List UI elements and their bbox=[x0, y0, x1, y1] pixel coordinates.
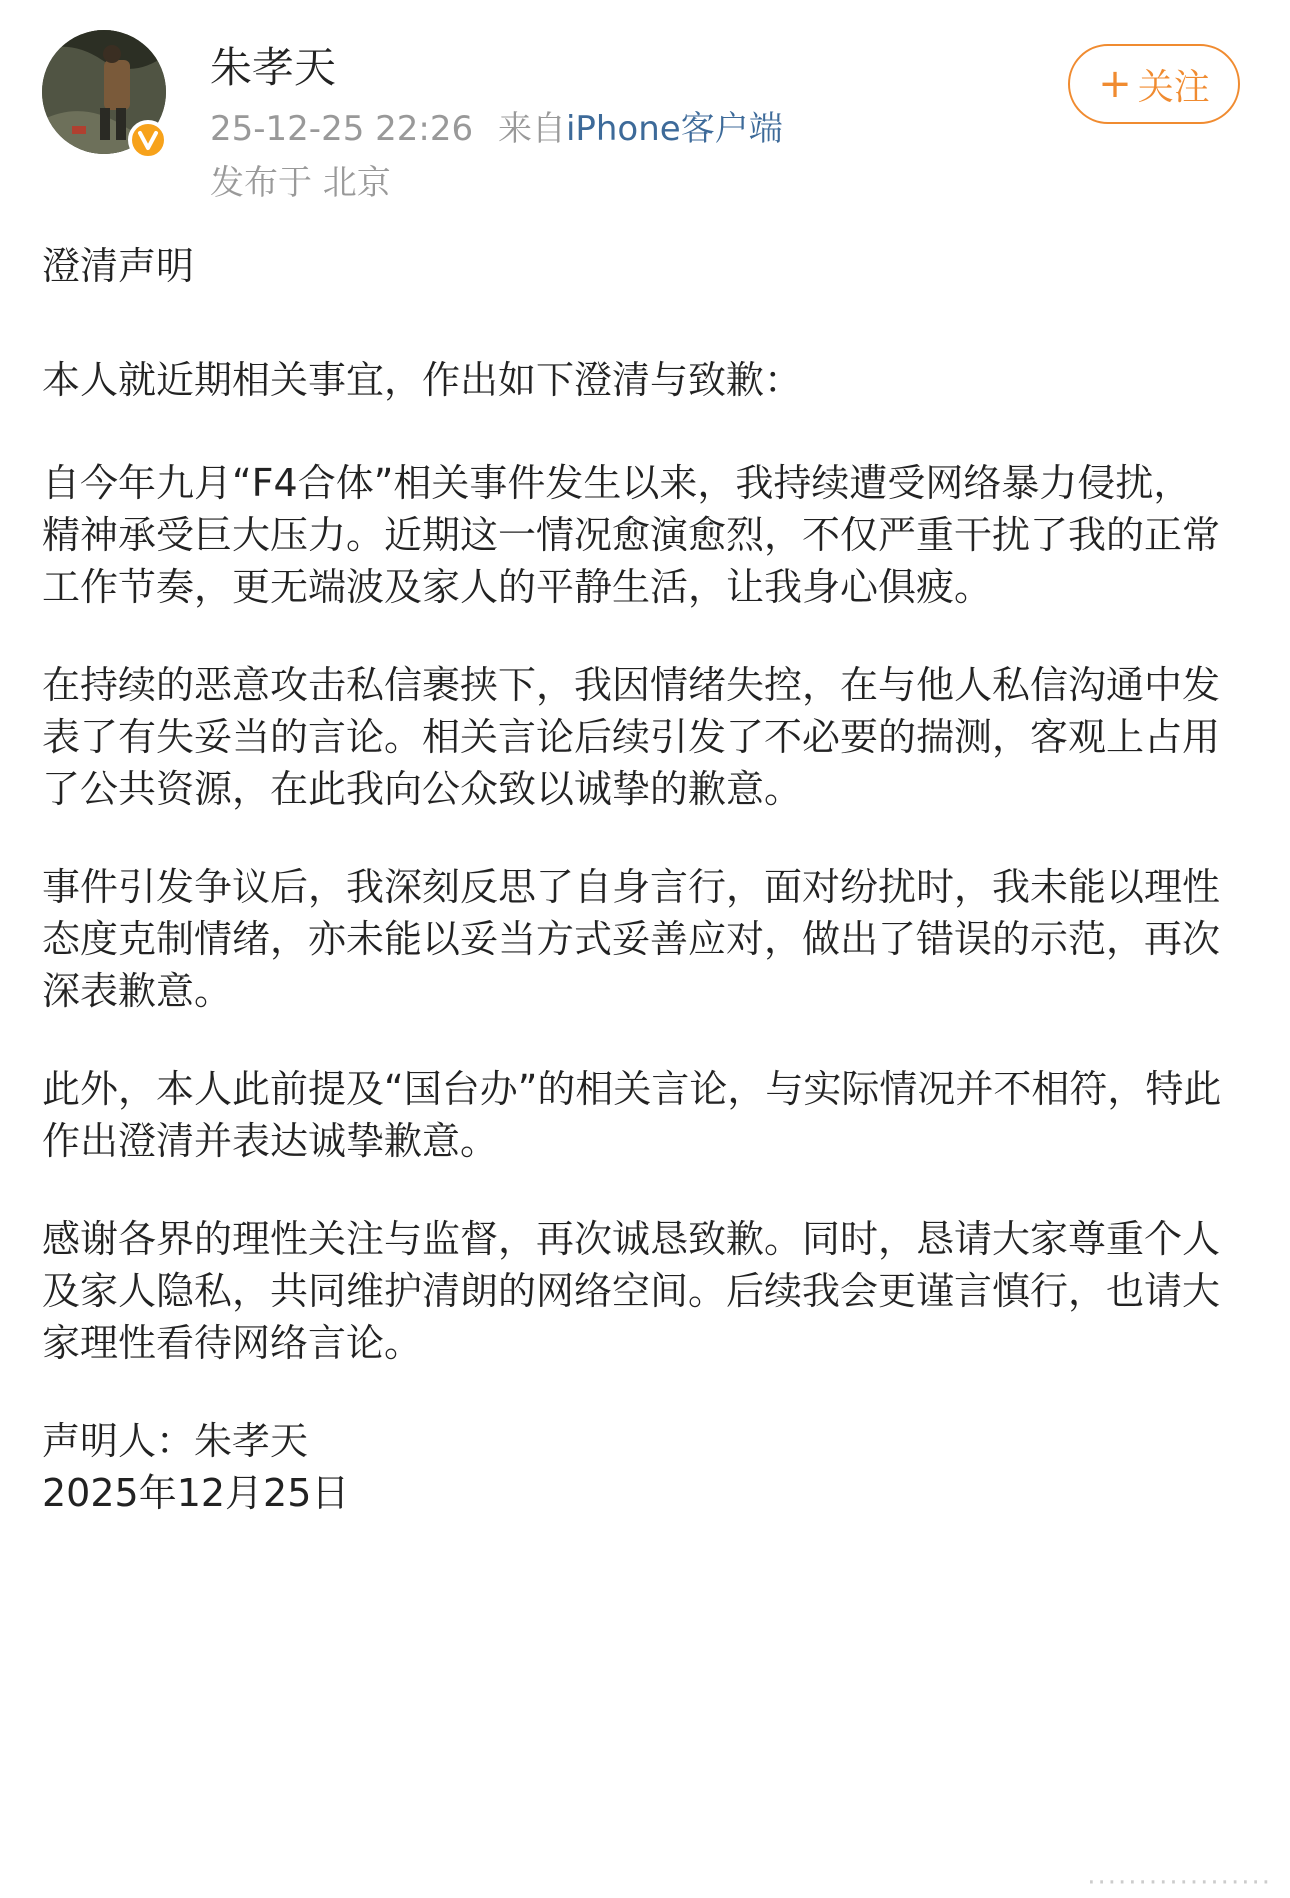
follow-button-label: 关注 bbox=[1137, 66, 1210, 108]
verified-badge-icon bbox=[128, 120, 168, 160]
statement-title: 澄清声明 bbox=[42, 244, 195, 288]
post-body bbox=[42, 235, 1222, 1519]
paragraph-3: 在持续的恶意攻击私信裹挟下，我因情绪失控，在与他人私信沟通中发表了有失妥当的言论。相关言论后续引发了不必要的揣测，客观上占用了公共资源，在此我向公众致以诚挚的歉意。 bbox=[42, 663, 1221, 811]
paragraph-2: 自今年九月“F4合体”相关事件发生以来，我持续遭受网络暴力侵扰，精神承受巨大压力。近期这一情况愈演愈烈，不仅严重干扰了我的正常工作节奏，更无端波及家人的平静生活，让我身心俱疲。 bbox=[42, 461, 1221, 609]
paragraph-4: 事件引发争议后，我深刻反思了自身言行，面对纷扰时，我未能以理性态度克制情绪，亦未能以妥当方式妥善应对，做出了错误的示范，再次深表歉意。 bbox=[42, 865, 1221, 1013]
post-meta bbox=[210, 108, 783, 150]
plus-icon: + bbox=[1098, 61, 1132, 107]
paragraph-1: 本人就近期相关事宜，作出如下澄清与致歉： bbox=[42, 358, 803, 402]
author-name[interactable]: 朱孝天 bbox=[210, 43, 337, 92]
post-source: iPhone客户端 bbox=[565, 109, 783, 149]
paragraph-5: 此外，本人此前提及“国台办”的相关言论，与实际情况并不相符，特此作出澄清并表达诚挚歉意。 bbox=[42, 1067, 1222, 1163]
signature: 声明人：朱孝天 bbox=[42, 1419, 309, 1463]
source-prefix: 来自 bbox=[497, 109, 566, 149]
statement-date: 2025年12月25日 bbox=[42, 1471, 350, 1515]
paragraph-6: 感谢各界的理性关注与监督，再次诚恳致歉。同时，恳请大家尊重个人及家人隐私，共同维护清朗的网络空间。后续我会更谨言慎行，也请大家理性看待网络言论。 bbox=[42, 1217, 1221, 1365]
post-timestamp: 25-12-25 22:26 bbox=[210, 109, 474, 149]
follow-button[interactable] bbox=[1068, 44, 1240, 124]
watermark: ·················· bbox=[1087, 1868, 1272, 1898]
post-header bbox=[0, 0, 1290, 220]
post-location: 发布于 北京 bbox=[210, 163, 391, 203]
